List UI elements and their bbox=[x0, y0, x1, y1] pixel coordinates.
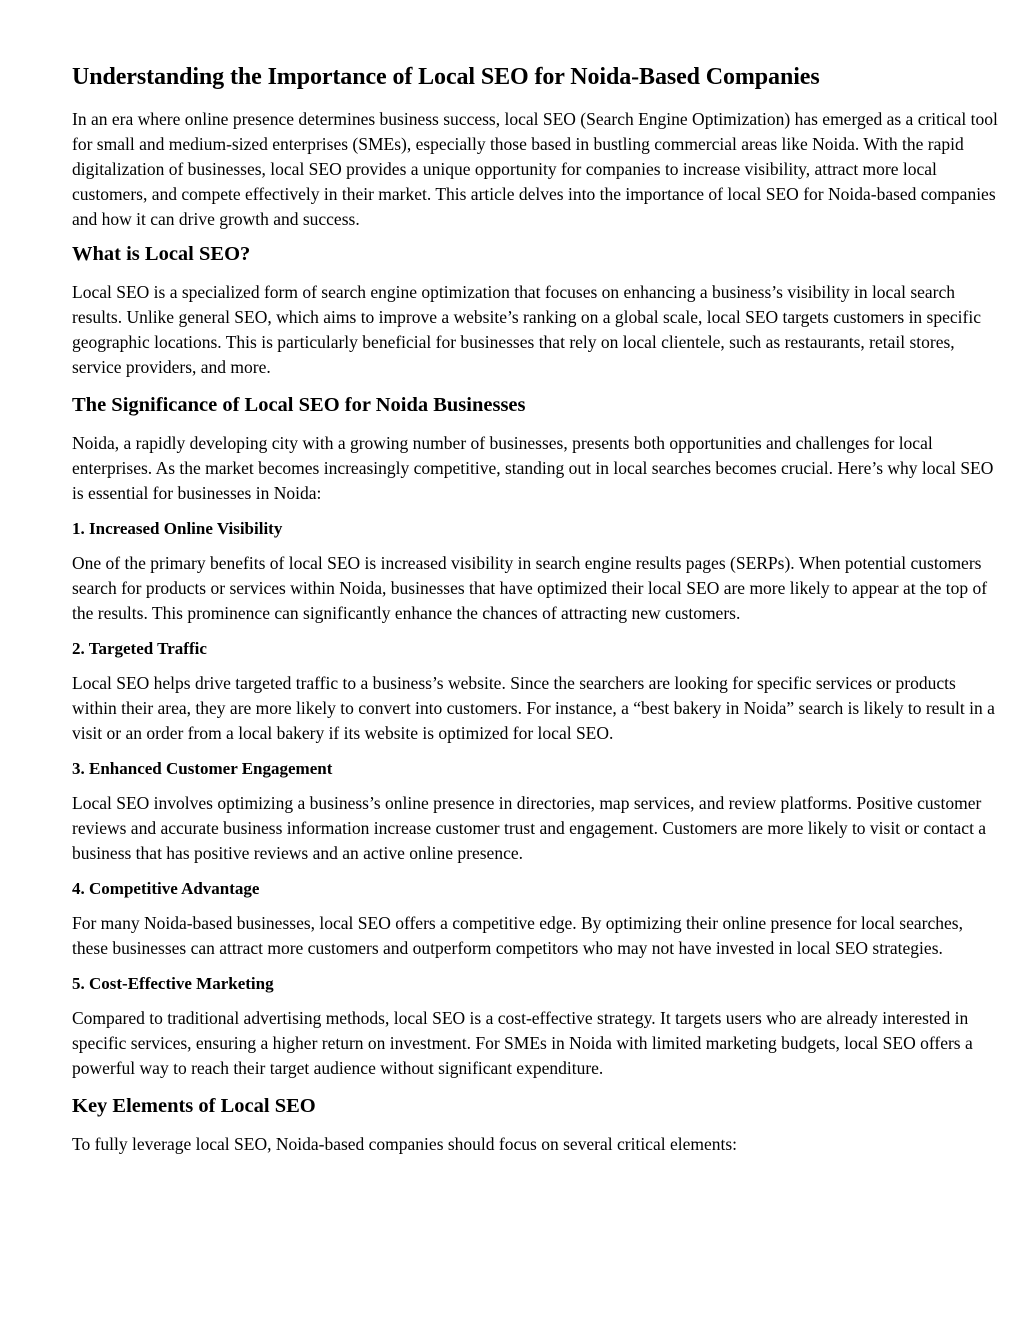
point-heading-targeted-traffic: 2. Targeted Traffic bbox=[72, 639, 207, 658]
point-heading-visibility: 1. Increased Online Visibility bbox=[72, 519, 283, 538]
intro-paragraph: In an era where online presence determines business success, local SEO (Search Engine Optimization) has emerged as a critical tool for small and medium-sized enterprises (SMEs), especially those based in bustling commercial areas like Noida. With the rapid digitalization of businesses, local SEO provides a unique opportunity for companies to increase visibility, attract more local customers, and compete effectively in their market. This article delves into the importance of local SEO for Noida-based companies and how it can drive growth and success. bbox=[72, 109, 998, 229]
what-is-local-seo-paragraph: Local SEO is a specialized form of search engine optimization that focuses on enhancing a business’s visibility in local search results. Unlike general SEO, which aims to improve a website’s ranking on a global scale, local SEO targets customers in specific geographic locations. This is particularly beneficial for businesses that rely on local clientele, such as restaurants, retail stores, service providers, and more. bbox=[72, 282, 981, 377]
point-body-engagement: Local SEO involves optimizing a business’s online presence in directories, map services, and review platforms. Positive customer reviews and accurate business information increase customer trust and engagement. Customers are more likely to visit or contact a business that has positive reviews and an active online presence. bbox=[72, 793, 987, 863]
point-body-visibility: One of the primary benefits of local SEO is increased visibility in search engine results pages (SERPs). When potential customers search for products or services within Noida, businesses that have optimized their local SEO are more likely to appear at the top of the results. This prominence can significantly enhance the chances of attracting new customers. bbox=[72, 553, 988, 623]
point-body-targeted-traffic: Local SEO helps drive targeted traffic to a business’s website. Since the searchers are looking for specific services or products within their area, they are more likely to convert into customers. For instance, a “best bakery in Noida” search is likely to result in a visit or an order from a local bakery if its website is optimized for local SEO. bbox=[72, 673, 995, 743]
point-heading-competitive-advantage: 4. Competitive Advantage bbox=[72, 879, 260, 898]
article-title: Understanding the Importance of Local SEO for Noida-Based Companies bbox=[72, 64, 820, 90]
point-heading-engagement: 3. Enhanced Customer Engagement bbox=[72, 759, 333, 778]
key-elements-paragraph: To fully leverage local SEO, Noida-based companies should focus on several critical elements: bbox=[72, 1134, 738, 1154]
point-body-cost-effective: Compared to traditional advertising methods, local SEO is a cost-effective strategy. It targets users who are already interested in specific services, ensuring a higher return on investment. For SMEs in Noida with limited marketing budgets, local SEO offers a powerful way to reach their target audience without significant expenditure. bbox=[72, 1008, 973, 1078]
significance-heading: The Significance of Local SEO for Noida Businesses bbox=[72, 394, 526, 416]
significance-paragraph: Noida, a rapidly developing city with a growing number of businesses, presents both opportunities and challenges for local enterprises. As the market becomes increasingly competitive, standing out in local searches becomes crucial. Here’s why local SEO is essential for businesses in Noida: bbox=[72, 433, 994, 503]
point-body-competitive-advantage: For many Noida-based businesses, local SEO offers a competitive edge. By optimizing their online presence for local searches, these businesses can attract more customers and outperform competitors who may not have invested in local SEO strategies. bbox=[72, 913, 963, 958]
point-heading-cost-effective: 5. Cost-Effective Marketing bbox=[72, 974, 274, 993]
key-elements-heading: Key Elements of Local SEO bbox=[72, 1095, 316, 1117]
what-is-local-seo-heading: What is Local SEO? bbox=[72, 243, 251, 265]
